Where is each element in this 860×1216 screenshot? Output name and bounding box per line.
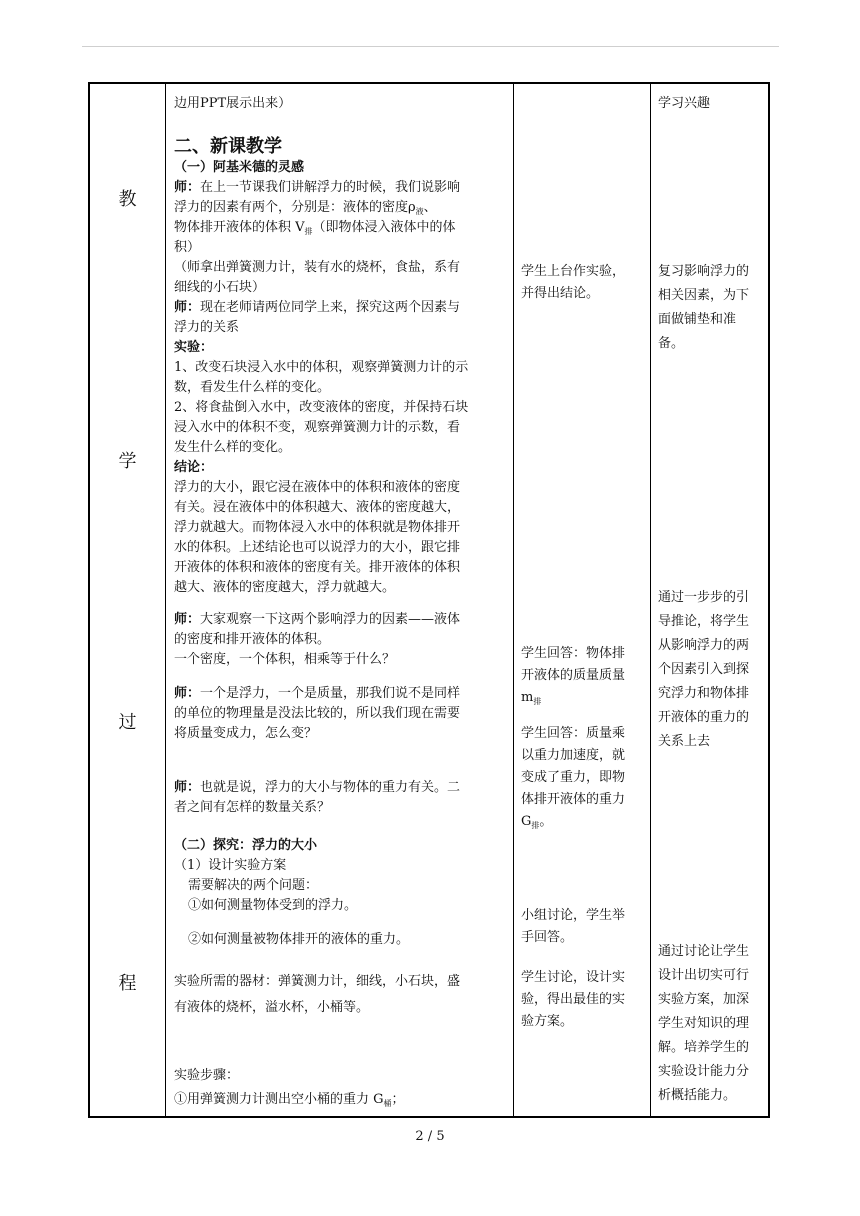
intent-line: 学生对知识的理: [658, 1016, 750, 1031]
header-rule: [82, 46, 779, 47]
content-line: 1、改变石块浸入水中的体积，观察弹簧测力计的示: [174, 360, 469, 375]
column-divider: [513, 84, 514, 1116]
subscript: 桶: [383, 1099, 392, 1108]
student-line: 体排开液体的重力: [521, 792, 626, 807]
speaker-label: 师：: [174, 180, 201, 195]
section-title: 二、新课教学: [174, 136, 282, 157]
student-line: 验方案。: [521, 1014, 574, 1029]
intent-line: 复习影响浮力的: [658, 264, 750, 279]
row-label-char: 程: [118, 973, 137, 994]
content-line: [174, 218, 456, 242]
content-line: 的单位的物理量是没法比较的，所以我们现在需要: [174, 706, 461, 721]
student-line: 学生回答：物体排: [521, 646, 626, 661]
intent-line: 学习兴趣: [658, 96, 711, 111]
student-line: 小组讨论，学生举: [521, 908, 626, 923]
student-line: [521, 812, 552, 836]
content-line: 的密度和排开液体的体积。: [174, 632, 331, 647]
content-text: 现在老师请两位同学上来，探究这两个因素与: [200, 300, 461, 315]
content-line: [174, 298, 460, 318]
student-line: 变成了重力，即物: [521, 770, 626, 785]
content-line: 浮力的关系: [174, 320, 240, 335]
content-line: （1）设计实验方案: [174, 858, 287, 873]
student-text: m: [521, 690, 534, 705]
content-line: 浸入水中的体积不变，观察弹簧测力计的示数，看: [174, 420, 461, 435]
content-line: 浮力的大小，跟它浸在液体中的体积和液体的密度: [174, 480, 461, 495]
content-line: [174, 1090, 405, 1114]
intent-line: 设计出切实可行: [658, 968, 750, 983]
content-line: [174, 684, 460, 704]
content-line: [174, 610, 460, 630]
content-line: 需要解决的两个问题：: [188, 878, 319, 893]
content-line: 积）: [174, 240, 201, 255]
subscript: 排: [304, 227, 313, 236]
content-line: 浮力就越大。而物体浸入水中的体积就是物体排开: [174, 520, 461, 535]
row-label-char: 教: [118, 189, 137, 210]
content-text: 浮力的因素有两个，分别是：液体的密度ρ: [174, 200, 416, 215]
intent-line: 实验设计能力分: [658, 1064, 750, 1079]
content-line: [174, 778, 460, 798]
speaker-label: 师：: [174, 686, 201, 701]
content-line: ①如何测量物体受到的浮力。: [188, 898, 358, 913]
column-divider: [650, 84, 651, 1116]
intent-line: 相关因素，为下: [658, 288, 750, 303]
student-line: 手回答。: [521, 930, 574, 945]
content-line: 实验所需的器材：弹簧测力计，细线，小石块，盛: [174, 974, 461, 989]
subscript: 液: [415, 207, 424, 216]
content-line: 有关。浸在液体中的体积越大、液体的密度越大，: [174, 500, 461, 515]
subscript: 排: [531, 821, 540, 830]
content-text: 也就是说，浮力的大小与物体的重力有关。二: [200, 780, 461, 795]
content-line: 开液体的体积和液体的密度有关。排开液体的体积: [174, 560, 461, 575]
intent-line: 个因素引入到探: [658, 662, 750, 677]
content-line: 2、将食盐倒入水中，改变液体的密度，并保持石块: [174, 400, 469, 415]
content-line: ②如何测量被物体排开的液体的重力。: [188, 932, 410, 947]
intent-line: 从影响浮力的两: [658, 638, 750, 653]
content-line: 细线的小石块）: [174, 280, 266, 295]
content-text: ①用弹簧测力计测出空小桶的重力 G: [174, 1092, 384, 1107]
student-line: 并得出结论。: [521, 286, 600, 301]
content-text: ；: [391, 1092, 405, 1107]
content-line: 有液体的烧杯，溢水杯，小桶等。: [174, 1000, 370, 1015]
student-line: 学生回答：质量乘: [521, 726, 626, 741]
intent-line: 通过讨论让学生: [658, 944, 750, 959]
student-line: 以重力加速度，就: [521, 748, 626, 763]
content-text: 大家观察一下这两个影响浮力的因素——液体: [200, 612, 461, 627]
content-line: （师拿出弹簧测力计，装有水的烧杯，食盐，系有: [174, 260, 461, 275]
content-line: [174, 178, 460, 198]
content-line: 者之间有怎样的数量关系？: [174, 800, 331, 815]
intent-line: 究浮力和物体排: [658, 686, 750, 701]
content-line: 发生什么样的变化。: [174, 440, 292, 455]
intent-line: 备。: [658, 336, 685, 351]
intent-line: 面做铺垫和准: [658, 312, 737, 327]
row-label-char: 学: [118, 451, 137, 472]
student-line: [521, 688, 541, 712]
speaker-label: 师：: [174, 300, 201, 315]
column-divider: [165, 84, 166, 1116]
page-number: 2 / 5: [415, 1129, 445, 1144]
subsection-title: （一）阿基米德的灵感: [174, 160, 305, 175]
content-line: 实验步骤：: [174, 1068, 240, 1083]
intent-line: 实验方案，加深: [658, 992, 750, 1007]
experiment-title: 实验：: [174, 340, 214, 355]
intent-line: 开液体的重力的: [658, 710, 750, 725]
content-text: （即物体浸入液体中的体: [312, 220, 456, 235]
lesson-table: [88, 82, 770, 1118]
row-label-char: 过: [118, 712, 137, 733]
content-line: 水的体积。上述结论也可以说浮力的大小，跟它排: [174, 540, 461, 555]
content-text: 一个是浮力，一个是质量，那我们说不是同样: [200, 686, 461, 701]
student-text: 。: [539, 814, 553, 829]
student-line: 验，得出最佳的实: [521, 992, 626, 1007]
content-line: 数，看发生什么样的变化。: [174, 380, 331, 395]
intent-line: 导推论，将学生: [658, 614, 750, 629]
student-line: 学生上台作实验，: [521, 264, 626, 279]
student-line: 开液体的质量质量: [521, 668, 626, 683]
content-line: 将质量变成力，怎么变？: [174, 726, 318, 741]
subsection-title: （二）探究：浮力的大小: [174, 838, 318, 853]
intent-line: 关系上去: [658, 734, 711, 749]
speaker-label: 师：: [174, 612, 201, 627]
subscript: 排: [533, 697, 542, 706]
intent-line: 解。培养学生的: [658, 1040, 750, 1055]
speaker-label: 师：: [174, 780, 201, 795]
content-text: 在上一节课我们讲解浮力的时候，我们说影响: [200, 180, 461, 195]
content-line: 边用PPT展示出来）: [174, 96, 292, 111]
student-line: 学生讨论，设计实: [521, 970, 626, 985]
content-text: 物体排开液体的体积 V: [174, 220, 305, 235]
conclusion-title: 结论：: [174, 460, 214, 475]
intent-line: 通过一步步的引: [658, 590, 750, 605]
content-line: 一个密度，一个体积，相乘等于什么？: [174, 652, 396, 667]
intent-line: 析概括能力。: [658, 1088, 737, 1103]
content-text: 、: [423, 200, 437, 215]
content-line: 越大、液体的密度越大，浮力就越大。: [174, 580, 396, 595]
student-text: G: [521, 814, 532, 829]
